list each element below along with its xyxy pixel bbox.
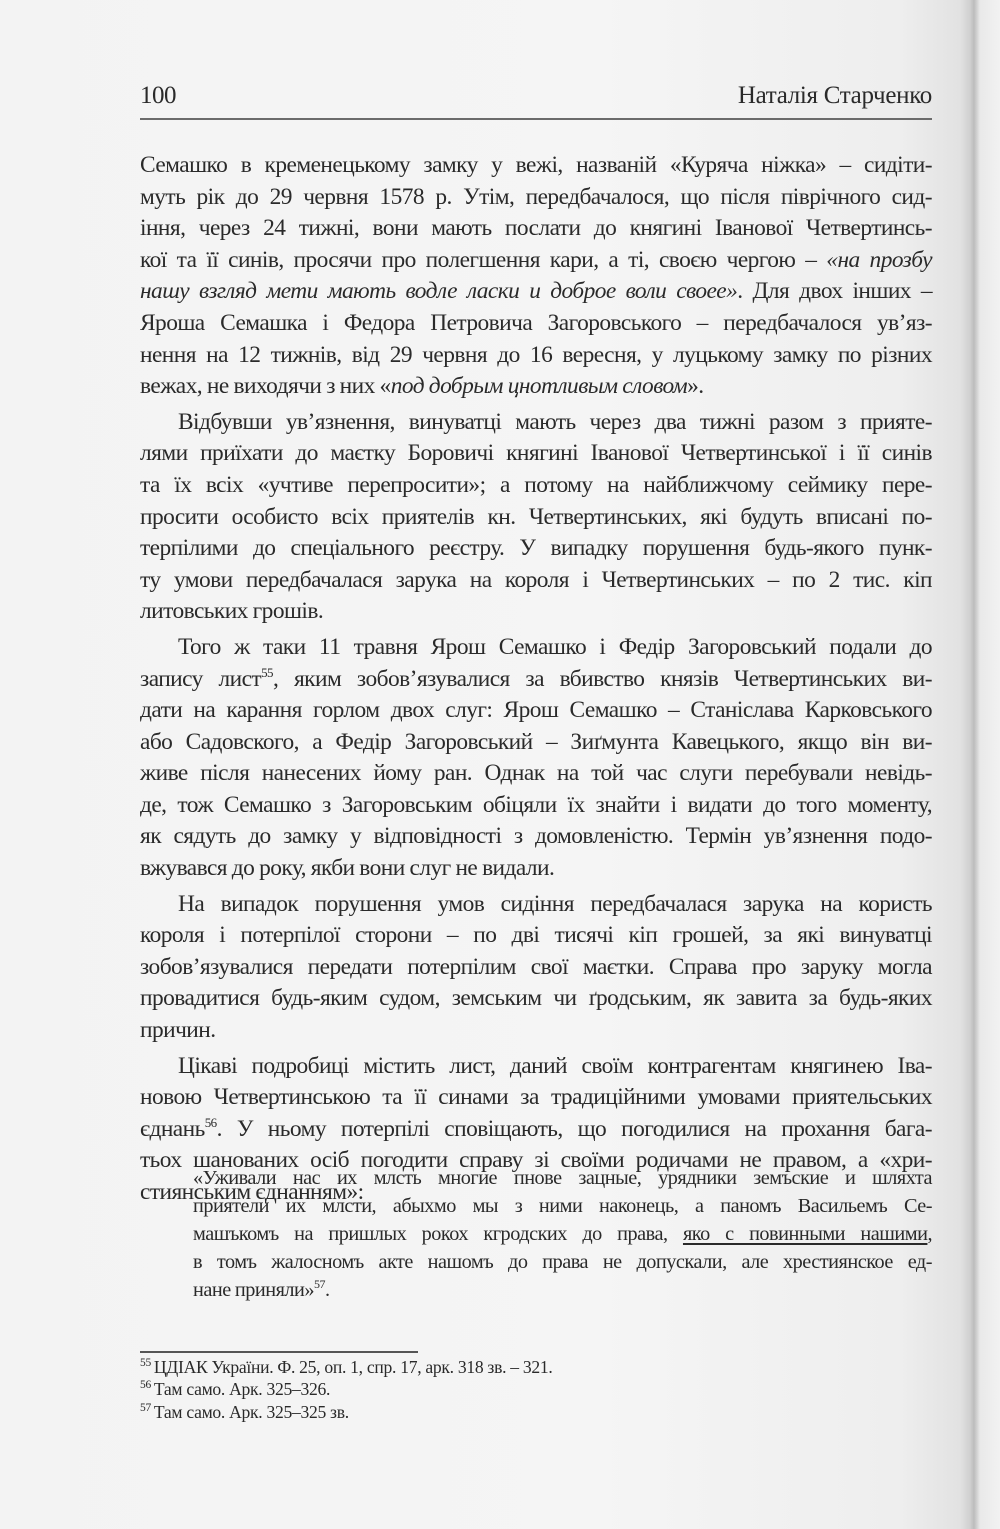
text-line: стиянським єднанням»:	[140, 1179, 364, 1205]
text-line	[140, 276, 932, 308]
text-line: ту умови передбачалася зарука на короля і Четвертинських – по 2 тис. кіп	[140, 566, 932, 593]
header-rule	[140, 118, 932, 120]
footnote-text: ЦДІАК України. Ф. 25, оп. 1, спр. 17, арк. 318 зв. – 321.	[153, 1357, 553, 1377]
text-line: провадитися будь-яким судом, земським чи ґродським, як завита за будь-яких	[140, 985, 932, 1012]
footnote-number: 55	[140, 1357, 151, 1369]
text-line: зобов’язувалися передати потерпілим свої маєтки. Справа про заруку могла	[140, 953, 932, 980]
text-run: вежах, не виходячи з них «	[140, 373, 391, 400]
text-run: ».	[687, 373, 704, 400]
text-line	[140, 245, 932, 277]
text-line: новою Четвертинською та її синами за традиційними умовами приятельських	[140, 1084, 932, 1111]
quote-italic: нашу взгляд мети мають водле ласки и доброе воли своее»	[140, 278, 738, 305]
body-text	[140, 150, 932, 1209]
text-line: Яроша Семашка і Федора Петровича Загоровського – передбачалося ув’яз-	[140, 309, 932, 336]
text-line	[140, 664, 932, 696]
text-line: короля і потерпілої сторони – по дві тисячі кіп грошей, за які винуватці	[140, 922, 932, 949]
text-line: живе після нанесених йому ран. Однак на той час слуги перебували невідь-	[140, 760, 932, 787]
footnote-56	[140, 1378, 840, 1400]
quote-line: «Уживали нас их млсть многие пнове зацные, урядники земъские и шляхта	[193, 1167, 932, 1189]
quote-line	[193, 1276, 932, 1304]
text-line: лями приїхати до маєтку Боровичі княгині Іванової Четвертинської і її синів	[140, 440, 932, 467]
footnote-55	[140, 1356, 840, 1378]
text-line: Цікаві подробиці містить лист, даний своїм контрагентам княгинею Іва-	[178, 1052, 932, 1079]
text-line: муть рік до 29 червня 1578 р. Утім, передбачалося, що після піврічного сид-	[140, 183, 932, 210]
footnote-text: Там само. Арк. 325–326.	[153, 1379, 331, 1400]
footnote-ref-56[interactable]: 56	[204, 1114, 217, 1130]
paragraph-3	[140, 632, 932, 885]
text-line: Відбувши ув’язнення, винуватці мають через два тижні разом з прияте-	[178, 408, 932, 435]
text-run: кої та її синів, просячи про полегшення кари, а ті, своєю чергою –	[140, 246, 827, 273]
text-run: . Для двох інших –	[737, 278, 932, 305]
page-number: 100	[140, 82, 176, 109]
text-run: . У ньому потерпілі сповіщають, що погодилися на прохання бага-	[216, 1115, 932, 1142]
footnote-ref-57[interactable]: 57	[314, 1277, 326, 1291]
text-line: Семашко в кременецькому замку у вежі, названій «Куряча ніжка» – сидіти-	[140, 152, 932, 178]
text-line: причин.	[140, 1017, 216, 1044]
text-line: де, тож Семашко з Загоровським обіцяли їх знайти і видати до того моменту,	[140, 791, 932, 818]
text-run: , яким зобов’язувалися за вбивство князів Четвертинських ви-	[273, 665, 932, 692]
paragraph-1	[140, 150, 932, 403]
footnote-ref-55[interactable]: 55	[261, 664, 273, 680]
quote-italic: «на прозбу	[826, 246, 932, 273]
text-line: та їх всіх «учтиве перепросити»; а потому на найближчому сеймику пере-	[140, 471, 932, 498]
text-line: литовських грошів.	[140, 598, 324, 625]
quote-line: в томъ жалосномъ акте нашомъ до права не допускали, але хрестиянское ед-	[193, 1251, 932, 1273]
footnote-number: 56	[140, 1379, 151, 1392]
paragraph-2	[140, 407, 932, 628]
text-run: машъкомъ на пришлых рокох кгродских до права,	[193, 1223, 683, 1245]
quote-line	[193, 1220, 932, 1248]
text-line: вжувався до року, якби вони слуг не видали.	[140, 855, 555, 882]
text-run: ,	[927, 1223, 933, 1245]
quote-italic: под добрым цнотливым словом	[390, 373, 688, 400]
text-line: дати на карання горлом двох слуг: Ярош Семашко – Станіслава Карковського	[140, 697, 932, 724]
text-line	[140, 1114, 932, 1146]
text-run: запису лист	[140, 665, 262, 692]
text-run: .	[325, 1279, 330, 1301]
text-run: єднань	[140, 1115, 205, 1142]
footnote-rule	[140, 1351, 418, 1353]
paragraph-4	[140, 889, 932, 1047]
text-line	[140, 371, 932, 403]
text-line: іння, через 24 тижні, вони мають послати до княгині Іванової Четвертинсь-	[140, 215, 932, 242]
running-title: Наталія Старченко	[737, 82, 932, 109]
text-line: На випадок порушення умов сидіння передбачалася зарука на користь	[178, 890, 932, 917]
text-line: просити особисто всіх приятелів кн. Четвертинських, які будуть вписані по-	[140, 503, 932, 530]
page-header	[140, 82, 932, 116]
footnote-57	[140, 1401, 840, 1423]
text-line: терпілими до спеціального реєстру. У випадку порушення будь-якого пунк-	[140, 535, 932, 562]
text-line: як сядуть до замку у відповідності з домовленістю. Термін ув’язнення подо-	[140, 823, 932, 850]
text-run: нане приняли»	[193, 1279, 315, 1301]
quote-line: приятели их млсти, абыхмо мы з ними наконець, а паномъ Васильемъ Се-	[193, 1195, 932, 1217]
block-quote	[193, 1164, 932, 1304]
text-line: або Садовского, а Федір Загоровський – Зиґмунта Кавецького, якщо він ви-	[140, 728, 932, 755]
footnote-text: Там само. Арк. 325–325 зв.	[153, 1401, 349, 1422]
footnote-number: 57	[140, 1401, 151, 1414]
underlined-phrase: яко с повинными нашими	[682, 1223, 928, 1245]
footnotes	[140, 1356, 840, 1423]
text-line: нення на 12 тижнів, від 29 червня до 16 вересня, у луцькому замку по різних	[140, 341, 932, 368]
text-line: тьох шанованих осіб погодити справу зі своїми родичами не правом, а «хри-	[140, 1147, 932, 1174]
text-line: Того ж таки 11 травня Ярош Семашко і Федір Загоровський подали до	[178, 633, 932, 660]
